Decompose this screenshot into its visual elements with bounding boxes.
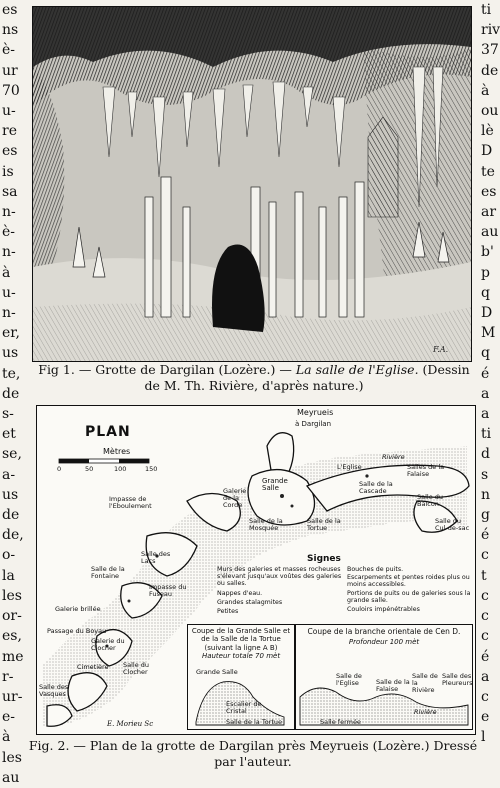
section-2-label: Salle de la Rivière bbox=[412, 672, 438, 694]
scale-bar bbox=[59, 459, 149, 463]
figure-1-caption bbox=[30, 362, 478, 394]
margin-line: l bbox=[481, 729, 486, 746]
map-label: Impasse du Fuseau bbox=[149, 583, 187, 598]
engraver-signature: E. Morieu Sc bbox=[107, 720, 154, 728]
margin-line: ur- bbox=[2, 688, 23, 705]
margin-line: c bbox=[481, 587, 489, 604]
margin-line: s bbox=[481, 466, 489, 483]
margin-line: é bbox=[481, 527, 490, 544]
section-1-height: Hauteur totale 70 mèt bbox=[201, 652, 281, 660]
margin-line: de bbox=[2, 507, 20, 524]
margin-line: me bbox=[2, 648, 24, 665]
artist-signature: F.A. bbox=[433, 345, 449, 354]
figure-1-credit: (Dessin de M. Th. Rivière, d'après nature.) bbox=[144, 362, 470, 393]
map-label: à Dargilan bbox=[295, 420, 332, 428]
margin-line: is bbox=[2, 163, 14, 180]
margin-line: à bbox=[2, 264, 11, 281]
margin-line: à bbox=[2, 729, 11, 746]
cave-illustration bbox=[33, 7, 471, 361]
scale-tick-0: 0 bbox=[57, 465, 62, 473]
margin-line: or- bbox=[2, 608, 22, 625]
right-margin-text bbox=[481, 0, 500, 748]
margin-line: u- bbox=[2, 103, 16, 120]
margin-line: D bbox=[481, 143, 493, 160]
margin-line: es bbox=[2, 143, 18, 160]
margin-line: te bbox=[481, 163, 495, 180]
figure-1-place: — Grotte de Dargilan (Lozère.) — bbox=[78, 362, 292, 377]
section-2-label: Rivière bbox=[414, 708, 437, 716]
legend-item: Couloirs impénétrables bbox=[347, 606, 420, 613]
map-label: Salle des Vasques bbox=[39, 683, 69, 698]
margin-line: ns bbox=[2, 22, 19, 39]
margin-line: r- bbox=[2, 668, 14, 685]
scale-tick-50: 50 bbox=[85, 465, 94, 473]
scale-tick-100: 100 bbox=[114, 465, 127, 473]
margin-line: é bbox=[481, 365, 490, 382]
margin-line: n- bbox=[2, 305, 16, 322]
figure-2-caption: Fig. 2. — Plan de la grotte de Dargilan près Meyrueis (Lozère.) Dressé par l'auteur. bbox=[28, 738, 478, 769]
margin-line: q bbox=[481, 345, 490, 362]
section-1-subtitle: (suivant la ligne A B) bbox=[204, 644, 278, 652]
map-label: Impasse de l'Eboulement bbox=[109, 495, 152, 510]
figure-1-cave-engraving bbox=[32, 6, 472, 362]
margin-line: a bbox=[481, 668, 490, 685]
margin-line: c bbox=[481, 688, 489, 705]
margin-line: o- bbox=[2, 547, 16, 564]
margin-line: ar bbox=[481, 204, 497, 221]
margin-line: b' bbox=[481, 244, 494, 261]
map-label: Salles de la Falaise bbox=[407, 463, 445, 478]
figure-1-title: La salle de l'Eglise. bbox=[295, 362, 419, 377]
margin-line: d bbox=[481, 446, 490, 463]
margin-line: au bbox=[2, 769, 20, 786]
margin-line: c bbox=[481, 547, 489, 564]
map-label: Salle du Balcon bbox=[417, 493, 444, 508]
margin-line: la bbox=[2, 567, 15, 584]
margin-line: c bbox=[481, 628, 489, 645]
margin-line: lè bbox=[481, 123, 494, 140]
section-grande-salle-box bbox=[187, 624, 295, 730]
map-label: Salle du Cul-de-sac bbox=[435, 517, 470, 532]
margin-line: D bbox=[481, 305, 493, 322]
margin-line: au bbox=[481, 224, 499, 241]
section-2-depth: Profondeur 100 mèt bbox=[348, 638, 420, 646]
map-label: Salle de la Mosquée bbox=[249, 517, 283, 532]
margin-line: de, bbox=[2, 527, 24, 544]
margin-line: de bbox=[481, 62, 499, 79]
map-label: Salle de la Fontaine bbox=[91, 565, 125, 580]
margin-line: a- bbox=[2, 466, 16, 483]
margin-line: er, bbox=[2, 325, 20, 342]
map-label: Passage du Boyau bbox=[47, 627, 107, 635]
legend-item: Grandes stalagmites bbox=[217, 599, 283, 606]
margin-line: t bbox=[481, 567, 487, 584]
map-label: Meyrueis bbox=[297, 408, 334, 417]
margin-line: à bbox=[481, 82, 490, 99]
map-label: Galerie de la Corde bbox=[223, 487, 247, 509]
margin-line: c bbox=[481, 608, 489, 625]
section-2-title: Coupe de la branche orientale de Cen D. bbox=[307, 627, 461, 636]
margin-line: riv bbox=[481, 22, 500, 39]
margin-line: g bbox=[481, 507, 490, 524]
legend-item: Murs des galeries et masses rocheuses s'élevant jusqu'aux voûtes des galeries ou salles. bbox=[217, 566, 342, 587]
left-margin-text bbox=[2, 0, 28, 788]
map-label: Galerie du Clocher bbox=[91, 637, 125, 652]
margin-line: us bbox=[2, 345, 19, 362]
margin-line: es, bbox=[2, 628, 22, 645]
margin-line: e- bbox=[2, 709, 16, 726]
figure-1-number: Fig 1. bbox=[38, 362, 75, 377]
legend-item: Nappes d'eau. bbox=[217, 590, 263, 597]
map-label: Salle de la Cascade bbox=[359, 480, 393, 495]
margin-line: ou bbox=[481, 103, 499, 120]
margin-line: a bbox=[481, 406, 490, 423]
margin-line: les bbox=[2, 749, 22, 766]
plan-title: PLAN bbox=[85, 424, 131, 440]
margin-line: de bbox=[2, 385, 20, 402]
margin-line: s- bbox=[2, 406, 14, 423]
margin-line: a bbox=[481, 385, 490, 402]
legend-title: Signes bbox=[307, 554, 341, 564]
section-2-label: Salle de la Falaise bbox=[376, 678, 410, 693]
figure-2-cave-plan bbox=[36, 405, 476, 735]
section-2-label: Salle fermée bbox=[320, 718, 361, 726]
section-2-label: Salle des Pleureurs bbox=[442, 672, 473, 687]
margin-line: M bbox=[481, 325, 496, 342]
margin-line: u- bbox=[2, 284, 16, 301]
margin-line: è- bbox=[2, 42, 16, 59]
map-label: Salle des Lacs bbox=[141, 550, 171, 565]
map-label: Salle du Clocher bbox=[123, 661, 150, 676]
section-1-title: Coupe de la Grande Salle et de la Salle de la Tortue bbox=[191, 627, 291, 643]
margin-line: è- bbox=[2, 224, 16, 241]
scale-tick-150: 150 bbox=[145, 465, 158, 473]
section-2-label: Salle de l'Eglise bbox=[336, 672, 362, 687]
legend-item: Bouches de puits. bbox=[347, 566, 404, 573]
margin-line: é bbox=[481, 648, 490, 665]
margin-line: us bbox=[2, 486, 19, 503]
margin-line: 70 bbox=[2, 82, 20, 99]
margin-line: n- bbox=[2, 244, 16, 261]
legend-item: Petites bbox=[217, 608, 239, 615]
margin-line: q bbox=[481, 284, 490, 301]
margin-line: sa bbox=[2, 183, 18, 200]
map-label: Rivière bbox=[382, 453, 405, 461]
legend-item: Portions de puits ou de galeries sous la grande salle. bbox=[347, 590, 471, 604]
margin-line: n- bbox=[2, 204, 16, 221]
legend-item: Escarpements et pentes roides plus ou moins accessibles. bbox=[347, 574, 470, 588]
map-label: Salle de la Tortue bbox=[307, 517, 341, 532]
margin-line: es bbox=[481, 183, 497, 200]
margin-line: p bbox=[481, 264, 490, 281]
map-label: Cimetière bbox=[77, 663, 109, 671]
section-east-branch-box bbox=[295, 624, 473, 730]
margin-line: re bbox=[2, 123, 17, 140]
margin-line: et bbox=[2, 426, 16, 443]
margin-line: es bbox=[2, 2, 18, 18]
section-1-label: Salle de la Tortue bbox=[226, 718, 283, 726]
scale-unit-label: Mètres bbox=[103, 447, 131, 456]
section-1-label: Escalier de Cristal bbox=[226, 700, 262, 715]
margin-line: les bbox=[2, 587, 22, 604]
margin-line: ti bbox=[481, 426, 492, 443]
map-label: Grande Salle bbox=[262, 477, 288, 492]
margin-line: ti bbox=[481, 2, 492, 18]
map-label: Galerie brillée bbox=[55, 605, 101, 613]
margin-line: n bbox=[481, 486, 491, 503]
map-label: L'Eglise bbox=[337, 463, 362, 471]
margin-line: se, bbox=[2, 446, 22, 463]
margin-line: te, bbox=[2, 365, 21, 382]
margin-line: e bbox=[481, 709, 490, 726]
margin-line: ur bbox=[2, 62, 18, 79]
section-1-label: Grande Salle bbox=[196, 668, 238, 676]
margin-line: 37 bbox=[481, 42, 499, 59]
